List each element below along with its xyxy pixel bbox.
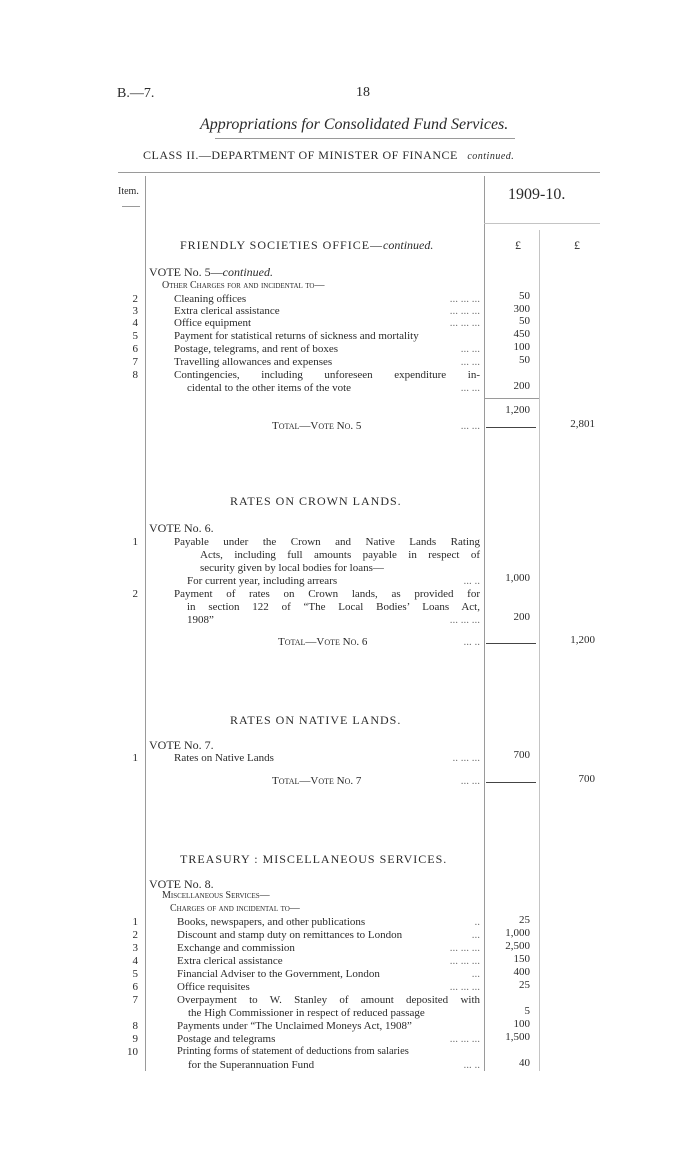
- leader-dots: ... ... ...: [449, 1033, 480, 1045]
- leader-dots: ... ...: [460, 775, 480, 787]
- item-number: 2: [132, 929, 138, 941]
- leader-dots: .. ... ...: [452, 752, 480, 764]
- item-description-continued: for the Superannuation Fund: [188, 1059, 315, 1071]
- item-number: 8: [132, 1020, 138, 1032]
- item-description: Postage and telegrams: [177, 1033, 276, 1045]
- currency-symbol-total: £: [574, 238, 580, 252]
- item-number: 9: [132, 1033, 138, 1045]
- vote-5-subtotal: 1,200: [505, 404, 530, 416]
- leader-dots: ... ... ...: [449, 614, 480, 626]
- vote-7-total-label: Total—Vote No. 7: [272, 775, 362, 787]
- item-number: 1: [132, 752, 138, 764]
- item-amount: 25: [519, 914, 530, 926]
- vote-5-heading: [149, 265, 273, 280]
- item-description: Printing forms of statement of deductions from salaries: [177, 1046, 409, 1057]
- item-description: Extra clerical assistance: [174, 305, 280, 317]
- item-description: Payable under the Crown and Native Lands Rating: [174, 536, 480, 548]
- item-number: 2: [132, 588, 138, 600]
- leader-dots: ... ...: [460, 343, 480, 355]
- item-description: Overpayment to W. Stanley of amount deposited with: [177, 994, 480, 1006]
- item-description: Cleaning offices: [174, 293, 247, 305]
- item-description: Financial Adviser to the Government, London: [177, 968, 380, 980]
- leader-dots: ...: [471, 968, 480, 980]
- item-number: 7: [132, 994, 138, 1006]
- vote-8-subheading-charges: Charges of and incidental to—: [170, 903, 300, 914]
- item-amount: 200: [513, 380, 530, 392]
- item-amount: 1,000: [505, 927, 530, 939]
- item-number: 5: [132, 968, 138, 980]
- item-amount: 50: [519, 354, 530, 366]
- item-description: Exchange and commission: [177, 942, 295, 954]
- page-reference: B.—7.: [117, 86, 155, 101]
- leader-dots: ... ... ...: [449, 317, 480, 329]
- year-column-label: 1909-10.: [508, 186, 566, 203]
- item-number: 3: [132, 942, 138, 954]
- item-number: 2: [132, 293, 138, 305]
- item-amount: 450: [513, 328, 530, 340]
- vote-5-subheading: Other Charges for and incidental to—: [162, 280, 325, 291]
- item-description: Payment of rates on Crown lands, as provided for: [174, 588, 480, 600]
- year-rule: [484, 223, 600, 224]
- leader-dots: ... ..: [463, 1059, 480, 1071]
- leader-dots: ... ... ...: [449, 955, 480, 967]
- item-number: 6: [132, 343, 138, 355]
- item-description: Postage, telegrams, and rent of boxes: [174, 343, 339, 355]
- class-heading: [143, 148, 514, 163]
- leader-dots: ...: [471, 929, 480, 941]
- vote-7-heading: VOTE No. 7.: [149, 738, 214, 752]
- item-description-continued: cidental to the other items of the vote: [187, 382, 352, 394]
- vote-5-continued: continued.: [222, 265, 273, 279]
- class-heading-text: CLASS II.—DEPARTMENT OF MINISTER OF FINANCE: [143, 148, 458, 162]
- item-amount: 1,000: [505, 572, 530, 584]
- vote-5-total-dash: [486, 427, 536, 428]
- item-number: 4: [132, 317, 138, 329]
- leader-dots: ... ... ...: [449, 981, 480, 993]
- item-number: 10: [127, 1046, 138, 1058]
- vote-5-subtotal-rule: [484, 398, 539, 399]
- currency-symbol-amount: £: [515, 238, 521, 252]
- vote-8-heading: VOTE No. 8.: [149, 877, 214, 891]
- item-amount: 300: [513, 303, 530, 315]
- item-description: Extra clerical assistance: [177, 955, 283, 967]
- item-number: 3: [132, 305, 138, 317]
- item-amount: 100: [513, 341, 530, 353]
- amount-column-rule: [484, 176, 485, 1071]
- item-description: Travelling allowances and expenses: [174, 356, 333, 368]
- item-number: 7: [132, 356, 138, 368]
- vote-7-total-dash: [486, 782, 536, 783]
- item-description-continued: 1908”: [187, 614, 214, 626]
- item-description: Books, newspapers, and other publications: [177, 916, 366, 928]
- item-amount: 5: [524, 1005, 530, 1017]
- item-description: Rates on Native Lands: [174, 752, 274, 764]
- item-amount: 1,500: [505, 1031, 530, 1043]
- item-number: 1: [132, 536, 138, 548]
- native-heading: RATES ON NATIVE LANDS.: [230, 713, 402, 727]
- item-description-continued: in section 122 of “The Local Bodies’ Loans Act,: [187, 601, 480, 613]
- leader-dots: ... ... ...: [449, 942, 480, 954]
- item-amount: 25: [519, 979, 530, 991]
- friendly-heading: [180, 238, 433, 253]
- item-description-continued: the High Commissioner in respect of reduced passage: [188, 1007, 425, 1019]
- page-title: Appropriations for Consolidated Fund Services.: [200, 116, 509, 133]
- leader-dots: ... ...: [460, 356, 480, 368]
- item-description-continued: security given by local bodies for loans—: [200, 562, 384, 574]
- page-number: 18: [356, 85, 370, 100]
- item-column-rule: [145, 176, 146, 1071]
- item-amount: 50: [519, 290, 530, 302]
- vote-6-total-label: Total—Vote No. 6: [278, 636, 368, 648]
- item-number: 4: [132, 955, 138, 967]
- item-amount: 200: [513, 611, 530, 623]
- crown-heading: RATES ON CROWN LANDS.: [230, 494, 402, 508]
- table-top-rule: [118, 172, 600, 173]
- leader-dots: ..: [474, 916, 480, 928]
- item-description: Contingencies, including unforeseen expenditure in-: [174, 369, 480, 381]
- item-amount: 150: [513, 953, 530, 965]
- treasury-heading: TREASURY : MISCELLANEOUS SERVICES.: [180, 852, 448, 866]
- vote-7-total: 700: [578, 773, 595, 785]
- item-description-continued: Acts, including full amounts payable in respect of: [200, 549, 480, 561]
- friendly-heading-continued: continued.: [383, 238, 434, 252]
- subtotal-column-rule: [539, 230, 540, 1071]
- item-number: 5: [132, 330, 138, 342]
- item-number: 8: [132, 369, 138, 381]
- vote-8-subheading: Miscellaneous Services—: [162, 890, 270, 901]
- item-description-continued: For current year, including arrears: [187, 575, 338, 587]
- item-description: Office requisites: [177, 981, 250, 993]
- leader-dots: ... ... ...: [449, 305, 480, 317]
- item-amount: 50: [519, 315, 530, 327]
- item-description: Payments under “The Unclaimed Moneys Act, 1908”: [177, 1020, 412, 1032]
- item-amount: 700: [513, 749, 530, 761]
- item-label-rule: [122, 206, 140, 207]
- item-amount: 100: [513, 1018, 530, 1030]
- item-column-label: Item.: [118, 186, 139, 197]
- leader-dots: ... ...: [460, 382, 480, 394]
- title-rule: [215, 138, 515, 139]
- friendly-heading-text: FRIENDLY SOCIETIES OFFICE—: [180, 238, 384, 252]
- leader-dots: ... ..: [463, 636, 480, 648]
- class-heading-continued: continued.: [467, 151, 515, 162]
- item-description: Payment for statistical returns of sickness and mortality: [174, 330, 419, 342]
- vote-6-total-dash: [486, 643, 536, 644]
- vote-6-total: 1,200: [570, 634, 595, 646]
- item-description: Discount and stamp duty on remittances to London: [177, 929, 403, 941]
- item-amount: 400: [513, 966, 530, 978]
- leader-dots: ... ... ...: [449, 293, 480, 305]
- leader-dots: ... ...: [460, 420, 480, 432]
- item-amount: 2,500: [505, 940, 530, 952]
- leader-dots: ... ..: [463, 575, 480, 587]
- vote-5-label: VOTE No. 5—: [149, 265, 223, 279]
- vote-6-heading: VOTE No. 6.: [149, 521, 214, 535]
- item-amount: 40: [519, 1057, 530, 1069]
- item-number: 1: [132, 916, 138, 928]
- item-description: Office equipment: [174, 317, 252, 329]
- vote-5-total: 2,801: [570, 418, 595, 430]
- vote-5-total-label: Total—Vote No. 5: [272, 420, 362, 432]
- item-number: 6: [132, 981, 138, 993]
